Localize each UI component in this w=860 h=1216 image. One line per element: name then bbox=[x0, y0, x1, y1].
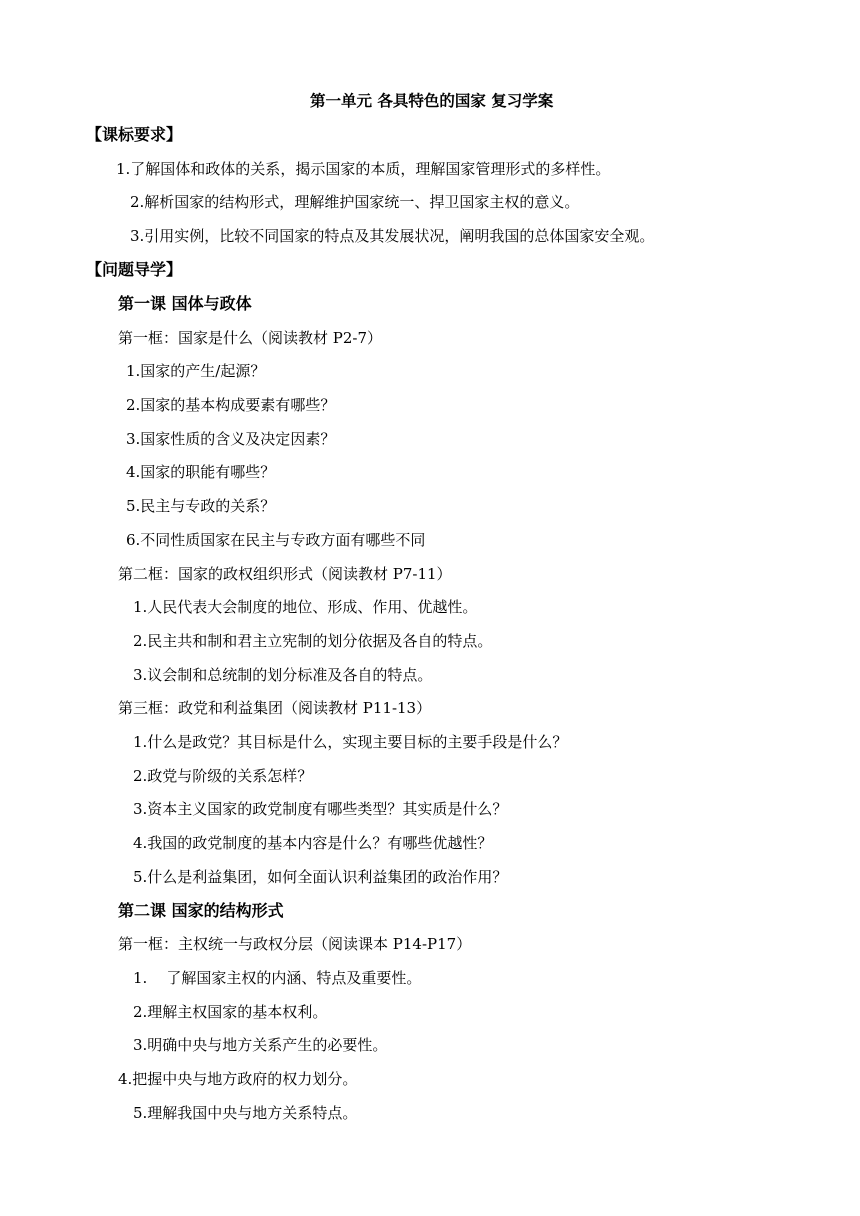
lesson1-frame1-title: 第一框：国家是什么（阅读教材 P2-7） bbox=[118, 329, 383, 347]
list-item: 4.国家的职能有哪些？ bbox=[126, 463, 276, 481]
standards-item-1: 1.了解国体和政体的关系，揭示国家的本质，理解国家管理形式的多样性。 bbox=[116, 160, 611, 178]
list-item: 3.议会制和总统制的划分标准及各自的特点。 bbox=[133, 666, 433, 684]
lesson1-title: 第一课 国体与政体 bbox=[118, 294, 252, 313]
list-item: 2.国家的基本构成要素有哪些？ bbox=[126, 396, 336, 414]
list-item: 4.把握中央与地方政府的权力划分。 bbox=[118, 1070, 358, 1088]
guide-heading: 【问题导学】 bbox=[86, 260, 183, 279]
lesson2-title: 第二课 国家的结构形式 bbox=[118, 901, 284, 920]
standards-heading: 【课标要求】 bbox=[86, 125, 183, 144]
list-item: 1.国家的产生/起源？ bbox=[126, 362, 266, 380]
list-item: 3.国家性质的含义及决定因素？ bbox=[126, 430, 336, 448]
list-item: 3.明确中央与地方关系产生的必要性。 bbox=[133, 1036, 388, 1054]
lesson1-frame2-title: 第二框：国家的政权组织形式（阅读教材 P7-11） bbox=[118, 565, 452, 583]
list-item: 2.理解主权国家的基本权利。 bbox=[133, 1003, 328, 1021]
list-item: 2.民主共和制和君主立宪制的划分依据及各自的特点。 bbox=[133, 632, 493, 650]
list-item: 6.不同性质国家在民主与专政方面有哪些不同 bbox=[126, 531, 426, 549]
list-item: 2.政党与阶级的关系怎样？ bbox=[133, 767, 313, 785]
list-item: 5.民主与专政的关系？ bbox=[126, 497, 276, 515]
list-item: 1. 了解国家主权的内涵、特点及重要性。 bbox=[133, 969, 422, 987]
list-item: 3.资本主义国家的政党制度有哪些类型？其实质是什么？ bbox=[133, 800, 508, 818]
list-item: 5.什么是利益集团，如何全面认识利益集团的政治作用？ bbox=[133, 868, 508, 886]
standards-item-3: 3.引用实例，比较不同国家的特点及其发展状况，阐明我国的总体国家安全观。 bbox=[130, 227, 655, 245]
page-title: 第一单元 各具特色的国家 复习学案 bbox=[310, 91, 554, 110]
list-item: 1.人民代表大会制度的地位、形成、作用、优越性。 bbox=[133, 598, 478, 616]
lesson1-frame3-title: 第三框：政党和利益集团（阅读教材 P11-13） bbox=[118, 699, 432, 717]
lesson2-frame1-title: 第一框：主权统一与政权分层（阅读课本 P14-P17） bbox=[118, 935, 472, 953]
list-item: 4.我国的政党制度的基本内容是什么？有哪些优越性？ bbox=[133, 834, 493, 852]
list-item: 5.理解我国中央与地方关系特点。 bbox=[133, 1104, 358, 1122]
list-item: 1.什么是政党？其目标是什么，实现主要目标的主要手段是什么？ bbox=[133, 733, 568, 751]
standards-item-2: 2.解析国家的结构形式，理解维护国家统一、捍卫国家主权的意义。 bbox=[130, 193, 580, 211]
